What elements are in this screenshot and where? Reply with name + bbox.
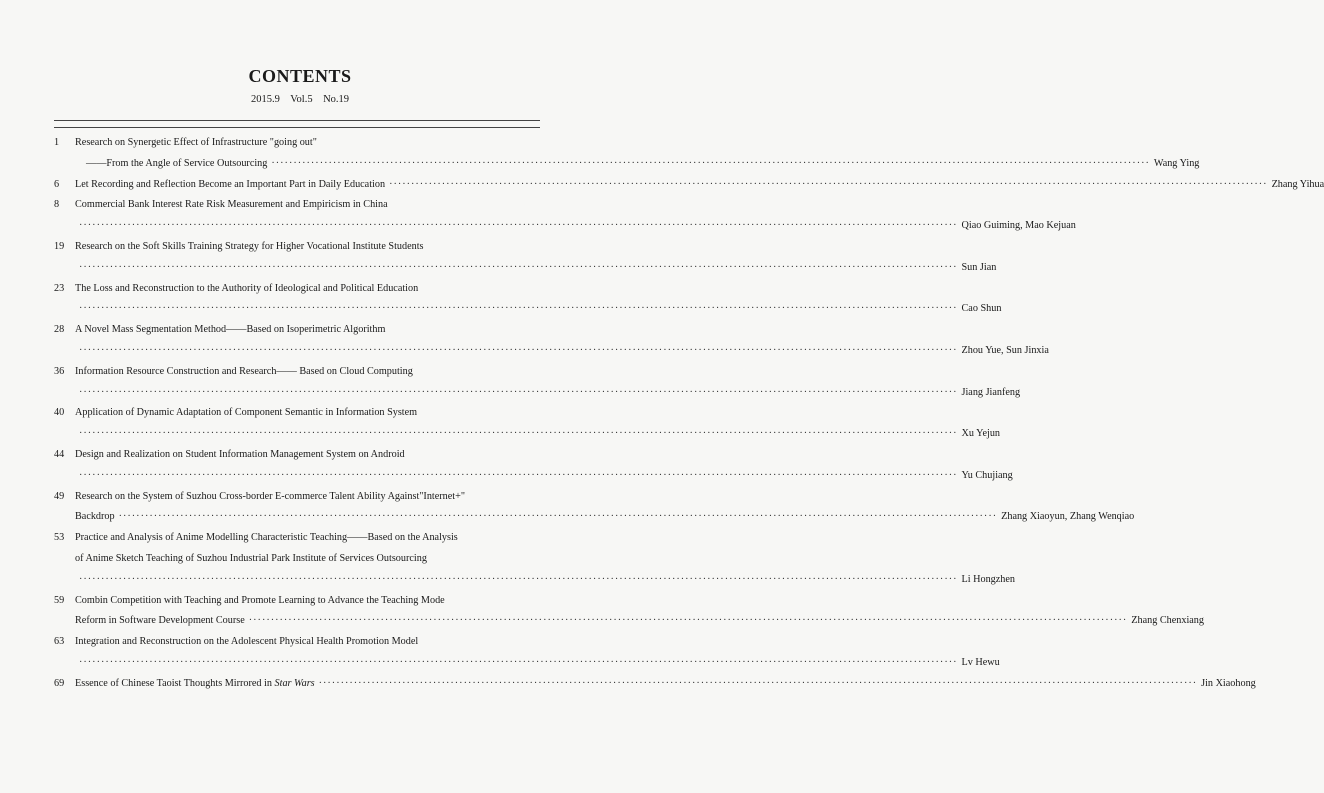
dot-leader: ········································································································································································································ (389, 178, 1268, 190)
dot-leader: ········································································································································································································ (79, 303, 958, 315)
toc-page-number: 6 (54, 178, 60, 190)
page-title: CONTENTS (248, 66, 352, 86)
toc-author: Zhang Chenxiang (1131, 615, 1204, 627)
toc-author: Xu Yejun (961, 428, 1001, 440)
toc-author: Yu Chujiang (961, 469, 1013, 481)
toc-page-number: 19 (54, 241, 65, 252)
dot-leader: ········································································································································································································ (318, 677, 1198, 689)
toc-entry-title: Integration and Reconstruction on the Adolescent Physical Health Promotion Model (75, 636, 419, 648)
toc-page-number: 49 (54, 490, 65, 502)
toc-author: Zhang Yihua (1271, 178, 1324, 190)
toc-entry-title: Backdrop (75, 511, 115, 523)
toc-entry-title: Design and Realization on Student Information Management System on Android (75, 449, 405, 460)
toc-page-number: 1 (54, 137, 60, 148)
toc-page-number: 44 (54, 449, 65, 460)
toc-author: Lv Hewu (961, 657, 1000, 668)
toc-entry-title: A Novel Mass Segmentation Method——Based on Isoperimetric Algorithm (75, 324, 386, 336)
toc-page-number: 23 (54, 282, 65, 294)
toc-entry-title: Combin Competition with Teaching and Promote Learning to Advance the Teaching Mode (75, 594, 445, 606)
dot-leader: ········································································································································································································ (79, 345, 958, 356)
divider-bottom (54, 127, 540, 128)
toc-author: Zhou Yue, Sun Jinxia (961, 345, 1049, 356)
toc-page-number: 40 (54, 407, 65, 419)
toc-page-number: 8 (54, 199, 60, 211)
toc-entry-title: Application of Dynamic Adaptation of Component Semantic in Information System (75, 407, 418, 419)
dot-leader: ········································································································································································································ (79, 657, 958, 668)
toc-entry-title: Let Recording and Reflection Become an Important Part in Daily Education (75, 178, 386, 190)
toc-page-number: 36 (54, 365, 65, 377)
toc-entry-title: The Loss and Reconstruction to the Authority of Ideological and Political Education (75, 282, 419, 294)
toc-page-number: 69 (54, 677, 65, 689)
issue-info: 2015.9 Vol.5 No.19 (250, 94, 350, 105)
toc-author: Zhang Xiaoyun, Zhang Wenqiao (1001, 511, 1135, 523)
dot-leader: ········································································································································································································ (79, 261, 958, 273)
dot-leader: ········································································································································································································ (79, 573, 958, 585)
toc-entry-title: Reform in Software Development Course (75, 615, 245, 627)
toc-entry-title: Research on Synergetic Effect of Infrastructure "going out" (75, 137, 317, 148)
dot-leader: ········································································································································································································ (248, 615, 1128, 627)
toc-page-number: 59 (54, 594, 65, 606)
toc-entry-title: ——From the Angle of Service Outsourcing (86, 157, 268, 169)
toc-author: Qiao Guiming, Mao Kejuan (961, 220, 1076, 232)
dot-leader: ········································································································································································································ (79, 428, 958, 440)
toc-author: Li Hongzhen (961, 573, 1015, 585)
dot-leader: ········································································································································································································ (79, 469, 958, 481)
toc-entry-title: Essence of Chinese Taoist Thoughts Mirrored in Star Wars (75, 677, 315, 689)
toc-author: Wang Ying (1153, 157, 1200, 169)
dot-leader: ········································································································································································································ (271, 157, 1150, 169)
divider-top (54, 120, 540, 121)
toc-entry-title: Research on the Soft Skills Training Strategy for Higher Vocational Institute Students (75, 241, 424, 252)
toc-page-number: 28 (54, 324, 65, 336)
toc-entry-title: Practice and Analysis of Anime Modelling Characteristic Teaching——Based on the Analysis (75, 532, 458, 544)
toc-entry-title: of Anime Sketch Teaching of Suzhou Industrial Park Institute of Services Outsourcing (75, 553, 427, 564)
toc-author: Jin Xiaohong (1201, 677, 1256, 689)
toc-entry-title: Information Resource Construction and Research—— Based on Cloud Computing (75, 365, 413, 377)
toc-entry-title: Research on the System of Suzhou Cross-border E-commerce Talent Ability Against"Internet+" (75, 490, 466, 502)
dot-leader: ········································································································································································································ (79, 386, 958, 398)
toc-author: Sun Jian (961, 261, 997, 273)
toc-page-number: 63 (54, 636, 65, 648)
dot-leader: ········································································································································································································ (79, 220, 958, 232)
toc-page-number: 53 (54, 532, 65, 544)
toc-author: Jiang Jianfeng (961, 386, 1021, 398)
toc-author: Cao Shun (961, 303, 1002, 315)
toc-entry-title: Commercial Bank Interest Rate Risk Measurement and Empiricism in China (75, 199, 388, 211)
dot-leader: ········································································································································································································ (118, 511, 998, 523)
